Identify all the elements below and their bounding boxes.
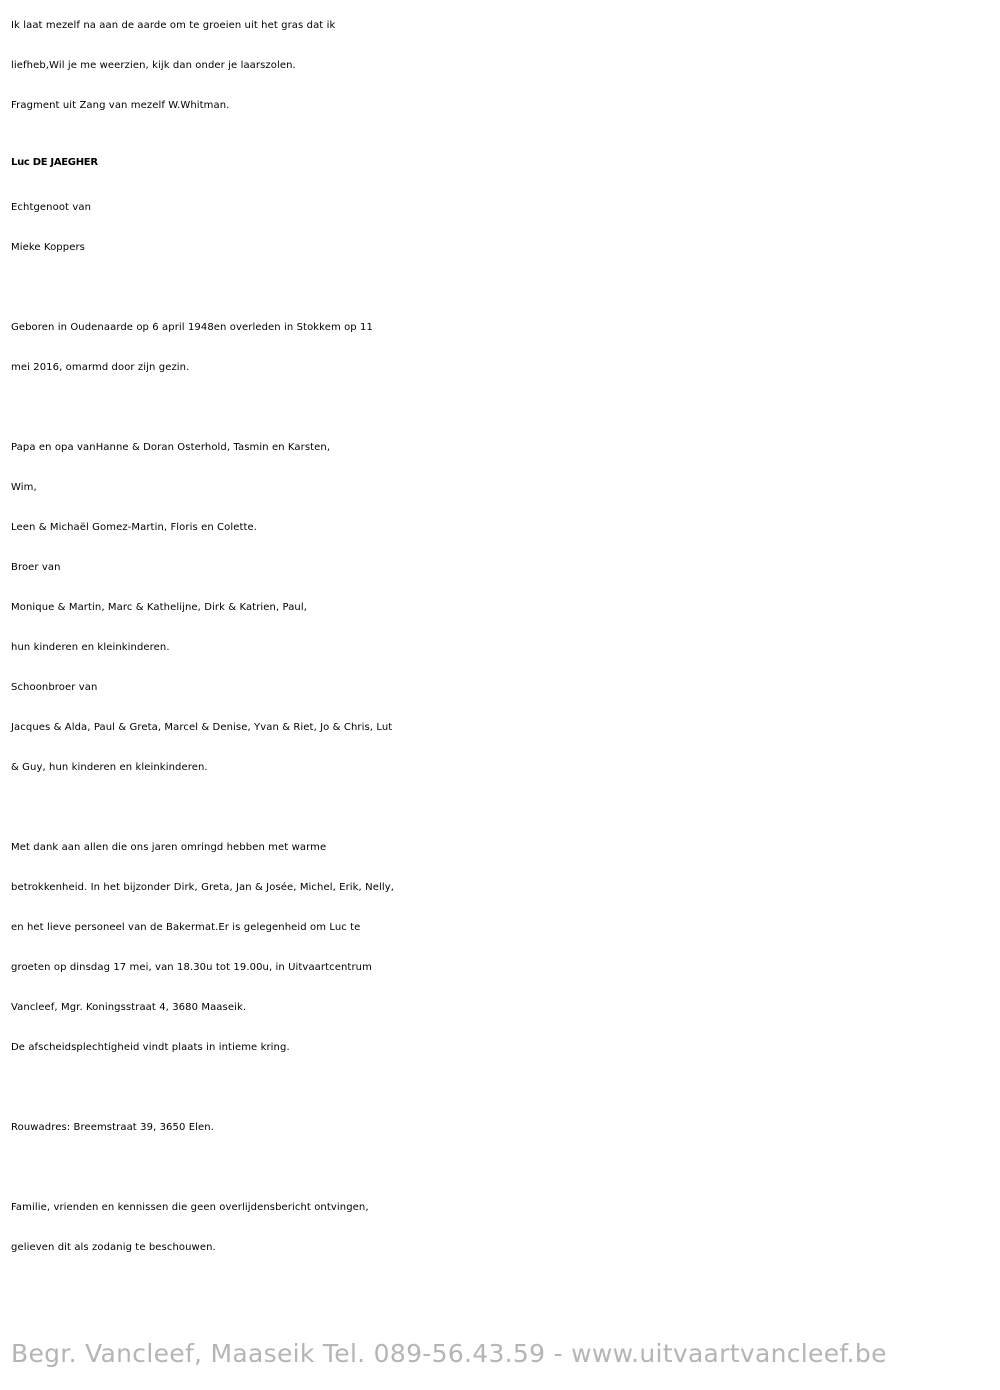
notice-line: gelieven dit als zodanig te beschouwen.: [11, 1242, 216, 1253]
poem-attribution: Fragment uit Zang van mezelf W.Whitman.: [11, 100, 230, 111]
family-line: hun kinderen en kleinkinderen.: [11, 642, 170, 653]
thanks-section: [11, 828, 996, 1068]
spouse-name: Mieke Koppers: [11, 242, 85, 253]
thanks-line: en het lieve personeel van de Bakermat.Er is gelegenheid om Luc te: [11, 922, 361, 933]
family-line: Monique & Martin, Marc & Kathelijne, Dirk & Katrien, Paul,: [11, 602, 308, 613]
deceased-name: Luc DE JAEGHER: [11, 157, 98, 168]
spouse-section: [11, 188, 996, 268]
poem-line: Ik laat mezelf na aan de aarde om te groeien uit het gras dat ik: [11, 20, 336, 31]
family-section: [11, 428, 996, 788]
family-line: Papa en opa vanHanne & Doran Osterhold, Tasmin en Karsten,: [11, 442, 331, 453]
family-line: & Guy, hun kinderen en kleinkinderen.: [11, 762, 208, 773]
spouse-label: Echtgenoot van: [11, 202, 92, 213]
poem-quote: [11, 6, 996, 126]
obituary-notice: [11, 6, 996, 1268]
mourning-address: Rouwadres: Breemstraat 39, 3650 Elen.: [11, 1122, 214, 1133]
family-line: Leen & Michaël Gomez-Martin, Floris en Colette.: [11, 522, 258, 533]
spacer: [11, 788, 996, 828]
thanks-line: betrokkenheid. In het bijzonder Dirk, Greta, Jan & Josée, Michel, Erik, Nelly,: [11, 882, 394, 893]
birth-death-section: [11, 308, 996, 388]
spacer: [11, 388, 996, 428]
thanks-line: De afscheidsplechtigheid vindt plaats in intieme kring.: [11, 1042, 290, 1053]
spacer: [11, 268, 996, 308]
funeral-home-footer: Begr. Vancleef, Maaseik Tel. 089-56.43.59 - www.uitvaartvancleef.be: [11, 1339, 887, 1368]
thanks-line: Vancleef, Mgr. Koningsstraat 4, 3680 Maaseik.: [11, 1002, 247, 1013]
thanks-line: groeten op dinsdag 17 mei, van 18.30u tot 19.00u, in Uitvaartcentrum: [11, 962, 372, 973]
spacer: [11, 1068, 996, 1108]
family-line: Broer van: [11, 562, 61, 573]
thanks-line: Met dank aan allen die ons jaren omringd hebben met warme: [11, 842, 327, 853]
poem-line: liefheb,Wil je me weerzien, kijk dan onder je laarszolen.: [11, 60, 296, 71]
notice-section: [11, 1188, 996, 1268]
birth-death-line: Geboren in Oudenaarde op 6 april 1948en overleden in Stokkem op 11: [11, 322, 373, 333]
birth-death-line: mei 2016, omarmd door zijn gezin.: [11, 362, 190, 373]
spacer: [11, 1148, 996, 1188]
notice-line: Familie, vrienden en kennissen die geen overlijdensbericht ontvingen,: [11, 1202, 369, 1213]
family-line: Jacques & Alda, Paul & Greta, Marcel & Denise, Yvan & Riet, Jo & Chris, Lut: [11, 722, 393, 733]
family-line: Wim,: [11, 482, 37, 493]
family-line: Schoonbroer van: [11, 682, 98, 693]
